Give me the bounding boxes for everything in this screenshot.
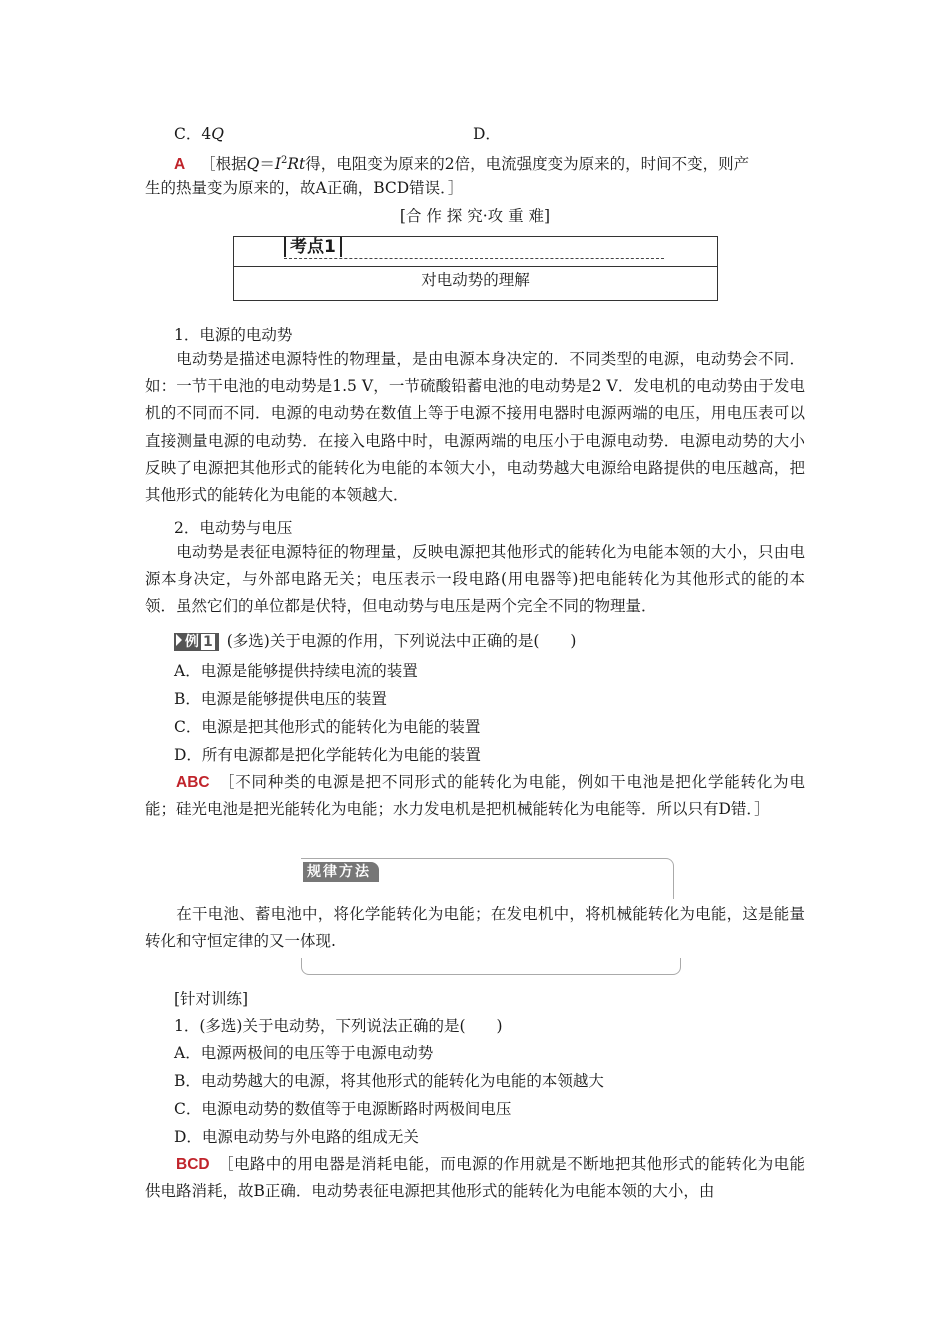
- kaodian-box: [233, 236, 718, 301]
- p2-heading: 2．电动势与电压: [174, 519, 293, 537]
- p1-body: [145, 346, 805, 509]
- option-d: D．: [473, 125, 501, 143]
- formula-rt: Rt: [287, 155, 306, 174]
- answer-text-b: 得，电阻变为原来的2倍，电流强度变为原来的，时间不变，则产: [305, 155, 750, 174]
- kaodian-tag: 考点1: [284, 237, 342, 257]
- example1-option-c: C．电源是把其他形式的能转化为电能的装置: [174, 718, 481, 736]
- option-c-variable: Q: [211, 125, 224, 143]
- training-option-d: D．电源电动势与外电路的组成无关: [174, 1128, 419, 1146]
- option-c-label: C．4: [174, 125, 212, 143]
- formula-eq: ＝: [259, 155, 275, 174]
- p2-body-text: 电动势是表征电源特征的物理量，反映电源把其他形式的能转化为电能本领的大小，只由电源本身决定，与外部电路无关；电压表示一段电路(用电器等)把电能转化为其他形式的能的本领．虽然它们的单位都是伏特，但电动势与电压是两个完全不同的物理量．: [145, 543, 805, 616]
- rule-text: [145, 901, 805, 955]
- example1-option-d: D．所有电源都是把化学能转化为电能的装置: [174, 746, 481, 764]
- training-explanation: ［电路中的用电器是消耗电能，而电源的作用就是不断地把其他形式的能转化为电能供电路消耗，故B正确．电动势表征电源把其他形式的能转化为电能本领的大小，由: [145, 1155, 805, 1201]
- example-tag: [174, 633, 219, 651]
- example1-answer: [145, 769, 805, 823]
- answer-text-a: ［根据: [200, 155, 247, 174]
- formula-i: I: [274, 155, 282, 174]
- example1-option-a: A．电源是能够提供持续电流的装置: [174, 662, 418, 680]
- kaodian-dash-divider: [284, 258, 664, 259]
- example1-question-text: (多选)关于电源的作用，下列说法中正确的是( ): [226, 632, 577, 650]
- training-answer: [145, 1151, 805, 1205]
- formula-q: Q: [246, 155, 260, 174]
- training-answer-letters: BCD: [176, 1156, 210, 1173]
- option-c: [174, 124, 224, 144]
- training-option-b: B．电动势越大的电源，将其他形式的能转化为电能的本领越大: [174, 1072, 604, 1090]
- training-option-a: A．电源两极间的电压等于电源电动势: [174, 1044, 434, 1062]
- rule-text-body: 在干电池、蓄电池中，将化学能转化为电能；在发电机中，将机械能转化为电能，这是能量转化和守恒定律的又一体现.: [145, 905, 805, 951]
- p1-body-text: 电动势是描述电源特性的物理量，是由电源本身决定的．不同类型的电源，电动势会不同．如：一节干电池的电动势是1.5 V，一节硫酸铅蓄电池的电动势是2 V．发电机的电动势由于发电机的不同而不同．电源的电动势在数值上等于电源不接用电器时电源两端的电压，用电压表可以直接测量电源的电动势．在接入电路中时，电源两端的电压小于电源电动势．电源电动势的大小反映了电源把其他形式的能转化为电能的本领大小，电动势越大电源给电路提供的电压越高，把其他形式的能转化为电能的本领越大．: [145, 350, 805, 505]
- kaodian-divider: [234, 266, 717, 267]
- p1-heading: 1．电源的电动势: [174, 326, 293, 344]
- p2-body: [145, 539, 805, 621]
- training-question: 1．(多选)关于电动势，下列说法正确的是( ): [174, 1017, 503, 1035]
- example1-explanation: ［不同种类的电源是把不同形式的能转化为电能，例如干电池是把化学能转化为电能；硅光电池是把光能转化为电能；水力发电机是把机械能转化为电能等．所以只有D错．］: [145, 773, 805, 819]
- example-tag-number: 1: [203, 634, 213, 650]
- training-option-c: C．电源电动势的数值等于电源断路时两极间电压: [174, 1100, 512, 1118]
- answer-letter: A: [174, 156, 186, 174]
- example1-question: [174, 631, 576, 651]
- answer-explanation-line1: [174, 151, 749, 175]
- example-tag-label: 例: [185, 634, 199, 650]
- formula-exponent: 2: [281, 155, 288, 166]
- section-title: [合 作 探 究·攻 重 难]: [399, 207, 551, 225]
- example1-option-b: B．电源是能够提供电压的装置: [174, 690, 387, 708]
- rule-label: 规律方法: [303, 862, 379, 882]
- triangle-icon: [176, 634, 182, 646]
- example1-answer-letters: ABC: [176, 774, 210, 791]
- kaodian-title: 对电动势的理解: [421, 271, 530, 289]
- rule-box-bottom-frame: [301, 958, 681, 975]
- training-heading: [针对训练]: [174, 990, 249, 1008]
- answer-explanation-line2: 生的热量变为原来的，故A正确，BCD错误．］: [145, 179, 464, 197]
